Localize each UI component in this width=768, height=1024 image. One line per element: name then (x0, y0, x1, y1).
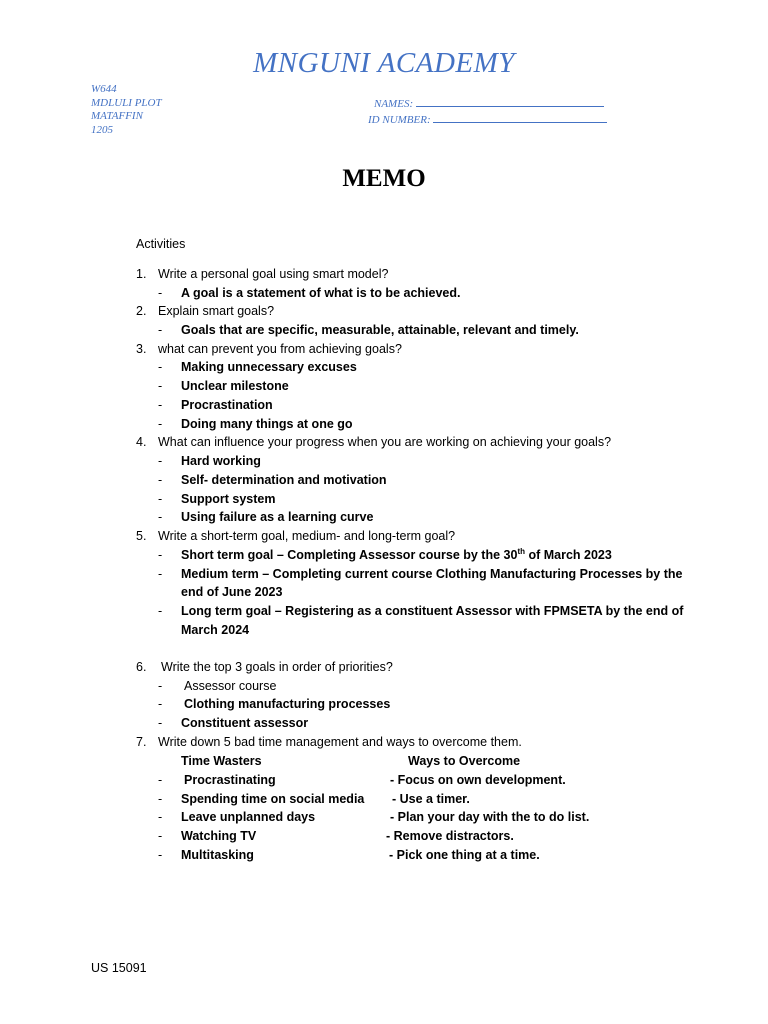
time-waster: Watching TV (181, 829, 257, 843)
ordinal-suffix: th (517, 546, 525, 556)
answer-text: Doing many things at one go (181, 417, 353, 431)
dash-marker: - (158, 716, 163, 730)
dash-marker: - (158, 810, 163, 824)
dash-marker: - (158, 773, 163, 787)
time-waster: Procrastinating (184, 773, 276, 787)
dash-marker: - (158, 398, 163, 412)
answer-text: Unclear milestone (181, 379, 289, 393)
answer-text: Making unnecessary excuses (181, 360, 357, 374)
dash-marker: - (158, 286, 163, 300)
time-waster: Multitasking (181, 848, 254, 862)
dash-marker: - (158, 510, 163, 524)
dash-marker: - (158, 679, 163, 693)
answer-text-part: of March 2023 (525, 548, 612, 562)
dash-marker: - (158, 792, 163, 806)
question-text: What can influence your progress when you are working on achieving your goals? (158, 435, 612, 449)
address-line: MATAFFIN (91, 110, 143, 122)
answer-text: Goals that are specific, measurable, attainable, relevant and timely. (181, 323, 579, 337)
answer-text: Procrastination (181, 398, 273, 412)
question-number: 1. (136, 267, 147, 281)
question-text: Write the top 3 goals in order of priorities? (161, 660, 393, 674)
overcome-method: - Use a timer. (392, 792, 470, 806)
dash-marker: - (158, 548, 163, 562)
question-number: 5. (136, 529, 147, 543)
page-title: MEMO (342, 165, 426, 192)
question-text: Write a personal goal using smart model? (158, 267, 389, 281)
column-header-ways-to-overcome: Ways to Overcome (408, 754, 521, 768)
intro-label: Activities (136, 237, 186, 251)
dash-marker: - (158, 454, 163, 468)
question-number: 6. (136, 660, 147, 674)
answer-text: Assessor course (184, 679, 277, 693)
answer-text: A goal is a statement of what is to be achieved. (181, 286, 461, 300)
dash-marker: - (158, 379, 163, 393)
id-number-field[interactable] (433, 112, 607, 123)
answer-text: Using failure as a learning curve (181, 510, 374, 524)
dash-marker: - (158, 492, 163, 506)
question-text: Write a short-term goal, medium- and long-term goal? (158, 529, 456, 543)
dash-marker: - (158, 360, 163, 374)
answer-text: end of June 2023 (181, 585, 283, 599)
column-header-time-wasters: Time Wasters (181, 754, 262, 768)
student-fields (368, 96, 607, 127)
overcome-method: - Plan your day with the to do list. (390, 810, 590, 824)
names-row (368, 96, 607, 112)
dash-marker: - (158, 697, 163, 711)
dash-marker: - (158, 848, 163, 862)
time-waster: Spending time on social media (181, 792, 365, 806)
answer-text: Clothing manufacturing processes (184, 697, 391, 711)
time-waster: Leave unplanned days (181, 810, 316, 824)
school-name: MNGUNI ACADEMY (253, 47, 515, 79)
answer-text: Constituent assessor (181, 716, 309, 730)
id-label: ID NUMBER: (368, 113, 431, 126)
question-text: Explain smart goals? (158, 304, 275, 318)
address-line: 1205 (91, 123, 113, 136)
dash-marker: - (158, 567, 163, 581)
question-number: 2. (136, 304, 147, 318)
question-number: 4. (136, 435, 147, 449)
answer-text: Hard working (181, 454, 261, 468)
address-block (91, 83, 162, 137)
dash-marker: - (158, 417, 163, 431)
dash-marker: - (158, 604, 163, 618)
question-text: Write down 5 bad time management and ways to overcome them. (158, 735, 522, 749)
overcome-method: - Remove distractors. (386, 829, 514, 843)
answer-text: Self- determination and motivation (181, 473, 387, 487)
dash-marker: - (158, 323, 163, 337)
address-line: W644 (91, 83, 117, 95)
answer-text: Medium term – Completing current course Clothing Manufacturing Processes by the (181, 567, 683, 581)
dash-marker: - (158, 829, 163, 843)
names-field[interactable] (416, 96, 604, 107)
dash-marker: - (158, 473, 163, 487)
id-row (368, 112, 607, 128)
question-text: what can prevent you from achieving goals? (158, 342, 402, 356)
answer-text: Long term goal – Registering as a constituent Assessor with FPMSETA by the end of (181, 604, 684, 618)
overcome-method: - Pick one thing at a time. (389, 848, 540, 862)
overcome-method: - Focus on own development. (390, 773, 566, 787)
answer-text (181, 546, 612, 565)
answer-text: March 2024 (181, 623, 250, 637)
address-line: MDLULI PLOT (91, 96, 162, 109)
question-number: 7. (136, 735, 147, 749)
answer-text-part: Short term goal – Completing Assessor course by the 30 (181, 548, 518, 562)
footer-code: US 15091 (91, 961, 147, 975)
answer-text: Support system (181, 492, 276, 506)
question-number: 3. (136, 342, 147, 356)
names-label: NAMES: (374, 98, 414, 110)
